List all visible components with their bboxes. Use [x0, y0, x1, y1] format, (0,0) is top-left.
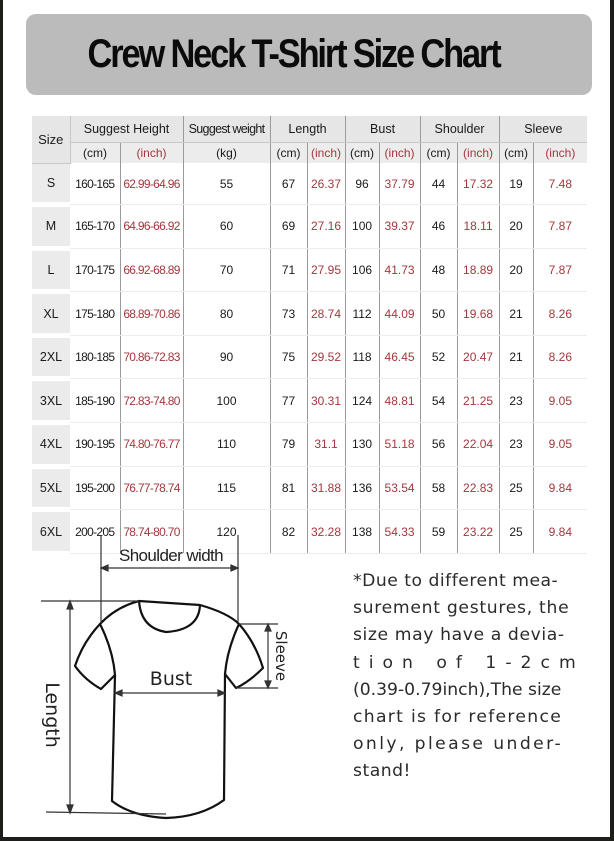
length-inch-cell: 26.37: [307, 163, 345, 205]
length-cm-cell: 82: [270, 510, 307, 554]
bust-cm-cell: 124: [345, 379, 379, 423]
bust-cm-cell: 138: [345, 510, 379, 554]
unit-bust-inch: (inch): [379, 143, 420, 164]
length-inch-cell: 27.95: [307, 248, 345, 292]
weight-cell: 90: [183, 335, 270, 379]
height-cm-cell: 170-175: [70, 248, 120, 292]
weight-cell: 110: [183, 423, 270, 467]
size-cell: M: [32, 205, 70, 249]
sleeve-inch-cell: 7.87: [533, 248, 587, 292]
bust-cm-cell: 106: [345, 248, 379, 292]
height-cm-cell: 200-205: [70, 510, 120, 554]
bust-inch-cell: 44.09: [379, 292, 420, 336]
length-inch-cell: 30.31: [307, 379, 345, 423]
note-line: surement gestures, the: [353, 598, 570, 619]
unit-length-inch: (inch): [307, 143, 345, 164]
unit-weight-kg: (kg): [183, 143, 270, 164]
shoulder-inch-cell: 23.22: [457, 510, 499, 554]
note-line: chart is for reference: [353, 707, 563, 728]
header-size: Size: [32, 116, 70, 163]
unit-shoulder-inch: (inch): [457, 143, 499, 164]
height-inch-cell: 78.74-80.70: [120, 510, 183, 554]
sleeve-cm-cell: 19: [499, 163, 533, 205]
bust-inch-cell: 51.18: [379, 423, 420, 467]
height-cm-cell: 180-185: [70, 335, 120, 379]
bust-inch-cell: 41.73: [379, 248, 420, 292]
sleeve-cm-cell: 20: [499, 205, 533, 249]
shoulder-cm-cell: 59: [420, 510, 457, 554]
tshirt-outline-icon: [75, 601, 263, 818]
table-row: [32, 292, 587, 336]
length-inch-cell: 32.28: [307, 510, 345, 554]
bust-inch-cell: 46.45: [379, 335, 420, 379]
shoulder-inch-cell: 22.04: [457, 423, 499, 467]
size-cell: 6XL: [32, 510, 70, 554]
height-cm-cell: 195-200: [70, 466, 120, 510]
bust-cm-cell: 96: [345, 163, 379, 205]
sleeve-inch-cell: 9.05: [533, 379, 587, 423]
sleeve-inch-cell: 9.84: [533, 510, 587, 554]
header-shoulder: Shoulder: [420, 116, 499, 143]
note-line: (0.39-0.79inch),The size: [353, 679, 562, 700]
length-cm-cell: 79: [270, 423, 307, 467]
weight-cell: 115: [183, 466, 270, 510]
header-sleeve: Sleeve: [499, 116, 587, 143]
bust-inch-cell: 39.37: [379, 205, 420, 249]
height-inch-cell: 66.92-68.89: [120, 248, 183, 292]
bust-inch-cell: 37.79: [379, 163, 420, 205]
bust-inch-cell: 48.81: [379, 379, 420, 423]
sleeve-inch-cell: 7.87: [533, 205, 587, 249]
unit-sleeve-cm: (cm): [499, 143, 533, 164]
size-cell: L: [32, 248, 70, 292]
table-row: [32, 466, 587, 510]
shoulder-inch-cell: 22.83: [457, 466, 499, 510]
length-cm-cell: 73: [270, 292, 307, 336]
measurement-disclaimer: [353, 568, 585, 786]
weight-cell: 80: [183, 292, 270, 336]
note-line: size may have a devia-: [353, 625, 565, 646]
note-line: only, please under-: [353, 734, 564, 755]
page-title: Crew Neck T-Shirt Size Chart: [88, 32, 500, 76]
tshirt-measurement-diagram: [23, 520, 323, 840]
shoulder-inch-cell: 18.89: [457, 248, 499, 292]
title-banner: [26, 14, 592, 95]
sleeve-inch-cell: 9.05: [533, 423, 587, 467]
shoulder-cm-cell: 44: [420, 163, 457, 205]
sleeve-cm-cell: 25: [499, 466, 533, 510]
length-inch-cell: 29.52: [307, 335, 345, 379]
height-cm-cell: 190-195: [70, 423, 120, 467]
size-cell: 2XL: [32, 335, 70, 379]
height-inch-cell: 70.86-72.83: [120, 335, 183, 379]
sleeve-cm-cell: 21: [499, 292, 533, 336]
header-suggest-height: Suggest Height: [70, 116, 183, 143]
weight-cell: 100: [183, 379, 270, 423]
height-inch-cell: 62.99-64.96: [120, 163, 183, 205]
length-inch-cell: 31.88: [307, 466, 345, 510]
shoulder-cm-cell: 50: [420, 292, 457, 336]
length-cm-cell: 75: [270, 335, 307, 379]
table-row: [32, 248, 587, 292]
table-row: [32, 335, 587, 379]
height-inch-cell: 76.77-78.74: [120, 466, 183, 510]
sleeve-inch-cell: 8.26: [533, 335, 587, 379]
height-inch-cell: 68.89-70.86: [120, 292, 183, 336]
weight-cell: 70: [183, 248, 270, 292]
size-cell: 4XL: [32, 423, 70, 467]
length-cm-cell: 67: [270, 163, 307, 205]
note-line: stand!: [353, 761, 411, 782]
bust-cm-cell: 100: [345, 205, 379, 249]
shoulder-cm-cell: 58: [420, 466, 457, 510]
shoulder-inch-cell: 18.11: [457, 205, 499, 249]
shoulder-cm-cell: 56: [420, 423, 457, 467]
bust-cm-cell: 112: [345, 292, 379, 336]
shoulder-inch-cell: 20.47: [457, 335, 499, 379]
sleeve-cm-cell: 21: [499, 335, 533, 379]
shoulder-inch-cell: 21.25: [457, 379, 499, 423]
unit-sleeve-inch: (inch): [533, 143, 587, 164]
height-inch-cell: 64.96-66.92: [120, 205, 183, 249]
sleeve-cm-cell: 25: [499, 510, 533, 554]
sleeve-label: Sleeve: [272, 630, 290, 682]
height-inch-cell: 74.80-76.77: [120, 423, 183, 467]
weight-cell: 60: [183, 205, 270, 249]
weight-cell: 120: [183, 510, 270, 554]
shoulder-cm-cell: 46: [420, 205, 457, 249]
length-cm-cell: 81: [270, 466, 307, 510]
sleeve-inch-cell: 9.84: [533, 466, 587, 510]
bust-cm-cell: 118: [345, 335, 379, 379]
bust-inch-cell: 54.33: [379, 510, 420, 554]
height-inch-cell: 72.83-74.80: [120, 379, 183, 423]
shoulder-inch-cell: 19.68: [457, 292, 499, 336]
shoulder-cm-cell: 48: [420, 248, 457, 292]
length-inch-cell: 27.16: [307, 205, 345, 249]
header-length: Length: [270, 116, 345, 143]
header-suggest-weight: Suggest weight: [183, 116, 270, 143]
size-cell: 5XL: [32, 466, 70, 510]
bust-cm-cell: 130: [345, 423, 379, 467]
size-cell: 3XL: [32, 379, 70, 423]
height-cm-cell: 175-180: [70, 292, 120, 336]
unit-shoulder-cm: (cm): [420, 143, 457, 164]
size-table: [32, 116, 587, 556]
sleeve-inch-cell: 7.48: [533, 163, 587, 205]
length-cm-cell: 71: [270, 248, 307, 292]
height-cm-cell: 185-190: [70, 379, 120, 423]
height-cm-cell: 160-165: [70, 163, 120, 205]
shoulder-cm-cell: 54: [420, 379, 457, 423]
length-label: Length: [41, 682, 63, 748]
unit-length-cm: (cm): [270, 143, 307, 164]
sleeve-cm-cell: 20: [499, 248, 533, 292]
length-cm-cell: 77: [270, 379, 307, 423]
shoulder-width-label: Shoulder width: [118, 546, 224, 565]
shoulder-cm-cell: 52: [420, 335, 457, 379]
unit-bust-cm: (cm): [345, 143, 379, 164]
length-inch-cell: 28.74: [307, 292, 345, 336]
height-cm-cell: 165-170: [70, 205, 120, 249]
table-row: [32, 163, 587, 205]
sleeve-cm-cell: 23: [499, 423, 533, 467]
size-chart-page: [3, 0, 610, 837]
sleeve-cm-cell: 23: [499, 379, 533, 423]
header-bust: Bust: [345, 116, 420, 143]
table-row: [32, 423, 587, 467]
bust-label: Bust: [149, 668, 193, 690]
table-row: [32, 379, 587, 423]
length-cm-cell: 69: [270, 205, 307, 249]
note-line: tion of 1-2cm: [353, 652, 585, 673]
bust-inch-cell: 53.54: [379, 466, 420, 510]
size-cell: XL: [32, 292, 70, 336]
weight-cell: 55: [183, 163, 270, 205]
note-line: *Due to different mea-: [353, 571, 559, 591]
size-cell: S: [32, 163, 70, 205]
table-row: [32, 205, 587, 249]
unit-height-inch: (inch): [120, 143, 183, 164]
shoulder-inch-cell: 17.32: [457, 163, 499, 205]
unit-height-cm: (cm): [70, 143, 120, 164]
sleeve-inch-cell: 8.26: [533, 292, 587, 336]
bust-cm-cell: 136: [345, 466, 379, 510]
length-inch-cell: 31.1: [307, 423, 345, 467]
